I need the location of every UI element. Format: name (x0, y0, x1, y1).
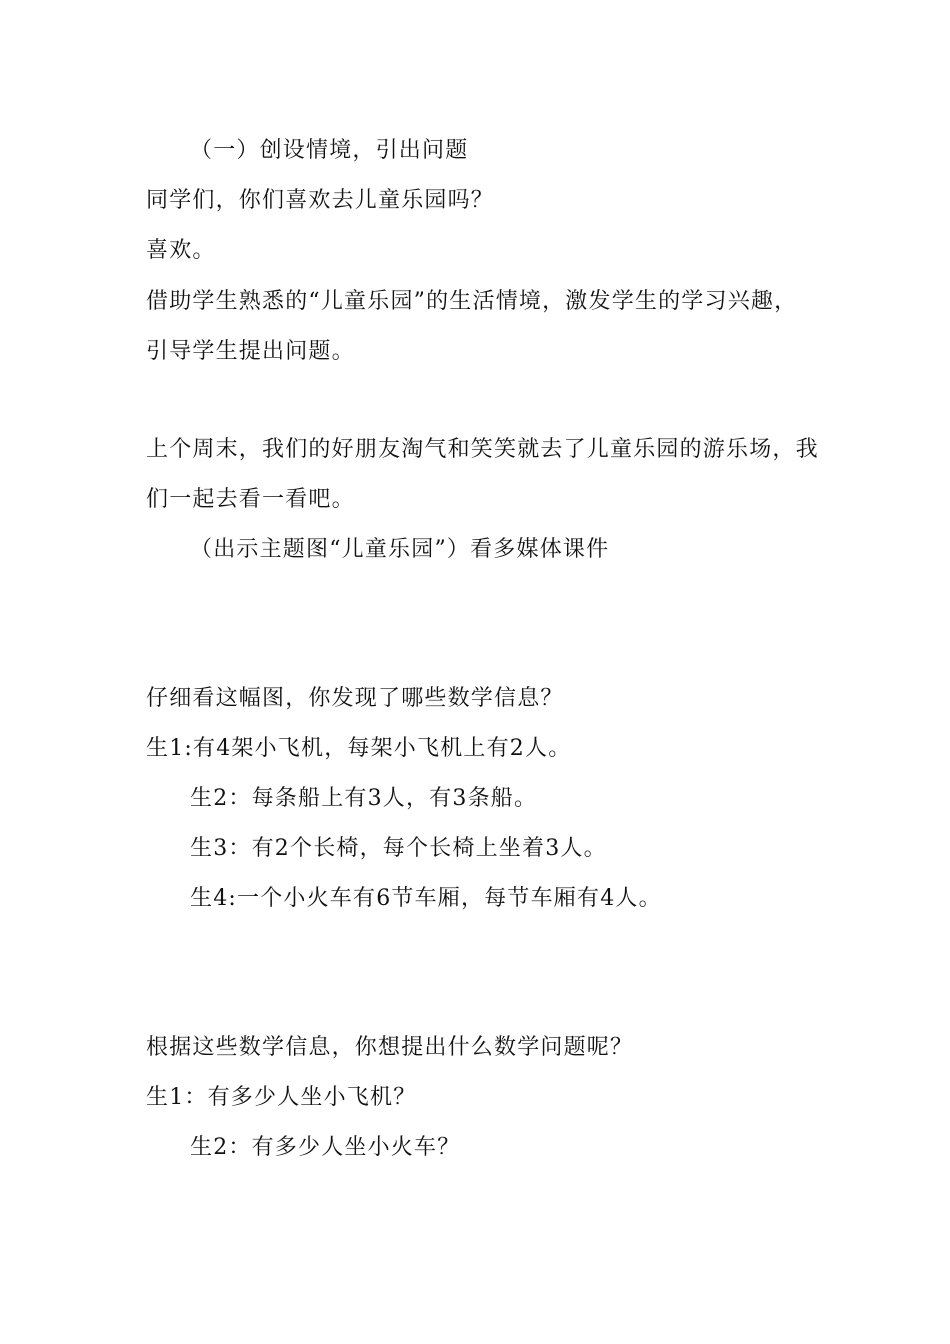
paragraph-line: 上个周末，我们的好朋友淘气和笑笑就去了儿童乐园的游乐场，我 (146, 437, 819, 462)
answer-line: 生2：每条船上有3人，有3条船。 (190, 786, 538, 811)
answer-line: 生1:有4架小飞机，每架小飞机上有2人。 (146, 736, 572, 761)
answer-line: 生3：有2个长椅，每个长椅上坐着3人。 (190, 836, 607, 861)
section-heading: （一）创设情境，引出问题 (190, 138, 469, 163)
paragraph-line: 同学们，你们喜欢去儿童乐园吗？ (146, 188, 495, 213)
paragraph-line: （出示主题图“儿童乐园”）看多媒体课件 (190, 537, 610, 562)
answer-line: 生2：有多少人坐小火车？ (190, 1135, 461, 1160)
paragraph-line: 喜欢。 (146, 238, 216, 263)
paragraph-line: 根据这些数学信息，你想提出什么数学问题呢？ (146, 1035, 634, 1060)
answer-line: 生4:一个小火车有6节车厢，每节车厢有4人。 (190, 886, 662, 911)
answer-line: 生1：有多少人坐小飞机？ (146, 1085, 417, 1110)
paragraph-line: 引导学生提出问题。 (146, 339, 355, 364)
paragraph-line: 们一起去看一看吧。 (146, 487, 355, 512)
paragraph-line: 仔细看这幅图，你发现了哪些数学信息？ (146, 686, 564, 711)
paragraph-line: 借助学生熟悉的“儿童乐园”的生活情境，激发学生的学习兴趣， (146, 289, 798, 314)
